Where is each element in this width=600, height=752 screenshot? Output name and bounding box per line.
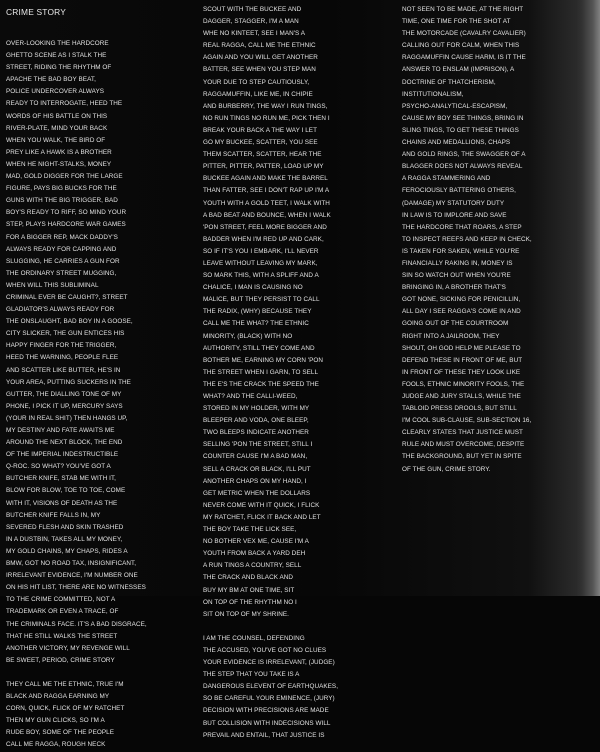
lyric-line: INSTITUTIONALISM,	[402, 90, 464, 98]
lyrics-column-2	[203, 4, 338, 742]
lyric-line: AUTHORITY, STILL THEY COME AND	[203, 344, 315, 352]
lyric-line: CALL ME THE WHAT? THE ETHNIC	[203, 320, 309, 328]
lyric-line: AROUND THE NEXT BLOCK, THE END	[6, 439, 123, 447]
lyric-line: BLOW FOR BLOW, TOE TO TOE, COME	[6, 487, 126, 495]
lyric-line: BLAGGER DOES NOT ALWAYS REVEAL	[402, 163, 523, 171]
lyric-line: NOT SEEN TO BE MADE, AT THE RIGHT	[402, 6, 524, 13]
lyric-line: IN LAW IS TO IMPLORE AND SAVE	[402, 211, 507, 219]
lyric-line: GLADIATOR'S ALWAYS READY FOR	[6, 306, 115, 314]
lyric-line: CALL ME RAGGA, ROUGH NECK	[6, 741, 106, 749]
lyric-line: ON TOP OF THE RHYTHM NO I	[203, 598, 297, 606]
lyric-line: THE ACCUSED, YOU'VE GOT NO CLUES	[203, 646, 327, 654]
lyric-line: CHAINS AND MEDALLIONS, CHAPS	[402, 139, 511, 147]
lyric-line: RIVER-PLATE, MIND YOUR BACK	[6, 124, 108, 132]
lyric-line: HEED THE WARNING, PEOPLE FLEE	[6, 354, 119, 362]
lyric-line: A BAD BEAT AND BOUNCE, WHEN I WALK	[203, 211, 331, 219]
lyric-line: RAGGAMUFFIN CAUSE HARM, IS IT THE	[402, 54, 526, 62]
lyric-line: TO INSPECT REEFS AND KEEP IN CHECK,	[402, 235, 532, 243]
lyric-line: THE STEP THAT YOU TAKE IS A	[203, 671, 300, 679]
lyric-line: GOING OUT OF THE COURTROOM	[402, 320, 509, 328]
lyric-line: ALL DAY I SEE RAGGA'S COME IN AND	[402, 308, 521, 316]
lyric-line: WITH IT, VISIONS OF DEATH AS THE	[6, 499, 118, 507]
lyric-line: Q-ROC. SO WHAT? YOU'VE GOT A	[6, 463, 111, 471]
lyric-line: MAD, GOLD DIGGER FOR THE LARGE	[6, 173, 123, 181]
lyric-line: THE BACKGROUND, BUT YET IN SPITE	[402, 453, 522, 461]
lyric-line: WHEN YOU WALK, THE BIRD OF	[6, 136, 106, 144]
lyric-line: PREY LIKE A HAWK IS A BROTHER	[6, 148, 112, 156]
lyric-line: THE ONSLAUGHT, BAD BOY IN A GOOSE,	[6, 318, 133, 326]
lyric-line: SLING TINGS, TO GET THESE THINGS	[402, 126, 519, 134]
booklet-fold-shadow	[582, 0, 600, 596]
lyric-line: OF THE IMPERIAL INDESTRUCTIBLE	[6, 451, 119, 459]
lyric-line: BATTER, SEE WHEN YOU STEP MAN	[203, 66, 316, 74]
lyric-line: THE MOTORCADE (CAVALRY CAVALIER)	[402, 30, 526, 38]
lyric-line: IN A DUSTBIN, TAKES ALL MY MONEY,	[6, 535, 123, 543]
lyric-line: BOTHER ME, EARNING MY CORN 'PON	[203, 356, 324, 364]
lyric-line: MY GOLD CHAINS, MY CHAPS, RIDES A	[6, 547, 128, 555]
lyric-line: JUDGE AND JURY STALLS, WHILE THE	[402, 393, 521, 400]
lyric-line: CITY SLICKER, THE GUN ENTICES HIS	[6, 330, 125, 338]
lyric-line: FIGURE, PAYS BIG BUCKS FOR THE	[6, 185, 117, 193]
lyric-line: TO THE CRIME COMMITTED, NOT A	[6, 596, 116, 604]
lyric-line: IRRELEVANT EVIDENCE, I'M NUMBER ONE	[6, 572, 138, 580]
lyric-line: DANGEROUS ELEVENT OF EARTHQUAKES,	[203, 683, 339, 691]
lyric-line: RIGHT INTO A JAILROOM, THEY	[402, 332, 500, 340]
lyric-line: THEN MY GUN CLICKS, SO I'M A	[6, 717, 105, 725]
lyric-line: MALICE, BUT THEY PERSIST TO CALL	[203, 296, 320, 304]
lyric-line: LEAVE WITHOUT LEAVING MY MARK,	[203, 259, 318, 267]
lyric-line: ALWAYS READY FOR CAPPING AND	[6, 245, 117, 253]
lyric-line: A RUN TINGS A COUNTRY, SELL	[203, 562, 302, 570]
lyric-line: BRINGING IN, A BROTHER THAT'S	[402, 284, 506, 292]
lyric-line: BOY'S READY TO RIFF, SO MIND YOUR	[6, 209, 127, 217]
lyric-line: POLICE UNDERCOVER ALWAYS	[6, 88, 105, 96]
lyric-line: FEROCIOUSLY BATTERING OTHERS,	[402, 187, 516, 195]
lyric-line: ON HIS HIT LIST, THERE ARE NO WITNESSES	[6, 584, 146, 592]
lyric-line: YOUTH FROM BACK A YARD DEH	[203, 550, 306, 558]
lyric-line: I AM THE COUNSEL, DEFENDING	[203, 634, 305, 642]
lyric-line: THE RADIX, (WHY) BECAUSE THEY	[203, 308, 312, 316]
lyric-line: STEP, PLAYS HARDCORE WAR GAMES	[6, 221, 126, 229]
lyric-line: REAL RAGGA, CALL ME THE ETHNIC	[203, 42, 316, 50]
lyric-line: CALLING OUT FOR CALM, WHEN THIS	[402, 42, 520, 50]
lyric-line: WORDS OF HIS BATTLE ON THIS	[6, 112, 108, 120]
lyric-line: PHONE, I PICK IT UP, MERCURY SAYS	[6, 402, 123, 410]
lyric-line: SO BE CAREFUL YOUR EMINENCE, (JURY)	[203, 695, 335, 703]
lyric-line: THAN FATTER, SEE I DON'T RAP UP I'M A	[203, 187, 330, 195]
lyric-line: BLEEPER AND VODA, ONE BLEEP,	[203, 417, 309, 425]
lyric-line: TWO BLEEPS INDICATE ANOTHER	[203, 429, 309, 437]
lyric-line: PSYCHO-ANALYTICAL-ESCAPISM,	[402, 102, 508, 110]
lyric-line: ANSWER TO ENSLAM (IMPRISON), A	[402, 66, 515, 74]
lyric-line: ANOTHER CHAPS ON MY HAND, I	[203, 477, 307, 485]
lyric-line: READY TO INTERROGATE, HEED THE	[6, 100, 123, 108]
lyric-line: IN FRONT OF THESE THEY LOOK LIKE	[402, 368, 521, 376]
lyric-line: A RAGGA STAMMERING AND	[402, 175, 491, 183]
lyric-line: CORN, QUICK, FLICK OF MY RATCHET	[6, 705, 125, 713]
lyric-line: WHE NO KINTEET, SEE I MAN'S A	[203, 30, 306, 38]
lyric-line: DECISION WITH PRECISIONS ARE MADE	[203, 707, 329, 715]
lyric-line: SIT ON TOP OF MY SHRINE.	[203, 610, 289, 618]
lyric-line: YOUTH WITH A GOLD TEET, I WALK WITH	[203, 199, 330, 207]
lyric-line: BUCKEE AGAIN AND MAKE THE BARREL	[203, 175, 328, 183]
lyric-line: TIME, ONE TIME FOR THE SHOT AT	[402, 18, 511, 26]
lyric-line: GOT NONE, SICKING FOR PENICILLIN,	[402, 296, 521, 304]
lyric-line: (YOUR IN REAL SHIT) THEN HANGS UP,	[6, 414, 128, 422]
lyric-line: THE ORDINARY STREET MUGGING,	[6, 269, 117, 277]
lyrics-column-3	[402, 4, 532, 476]
lyric-line: GET METRIC WHEN THE DOLLARS	[203, 489, 311, 497]
lyric-line: THAT HE STILL WALKS THE STREET	[6, 632, 118, 640]
lyric-line: MY DESTINY AND FATE AWAITS ME	[6, 427, 115, 434]
lyric-line: STORED IN MY HOLDER, WITH MY	[203, 405, 310, 413]
lyric-line: COUNTER CAUSE I'M A BAD MAN,	[203, 453, 308, 461]
lyric-line: RULE AND MUST OVERCOME, DESPITE	[402, 441, 525, 449]
lyric-line: THE HARDCORE THAT ROARS, A STEP	[402, 223, 522, 231]
lyric-line: HAPPY FINGER FOR THE TRIGGER,	[6, 342, 117, 350]
lyric-line: THE CRACK AND BLACK AND	[203, 574, 293, 582]
lyric-line: SEVERED FLESH AND SKIN TRASHED	[6, 523, 124, 531]
lyric-line: GUTTER, THE DIALLING TONE OF MY	[6, 390, 122, 398]
lyric-line: AND SCATTER LIKE BUTTER, HE'S IN	[6, 366, 121, 374]
lyric-line: 'PON STREET, FEEL MORE BIGGER AND	[203, 223, 327, 231]
lyric-line: I'M COOL SUB-CLAUSE, SUB-SECTION 16,	[402, 417, 532, 425]
lyric-line: SIN SO WATCH OUT WHEN YOU'RE	[402, 272, 511, 280]
lyric-line: DOCTRINE OF THATCHERISM,	[402, 78, 496, 86]
lyric-line: WHEN HE NIGHT-STALKS, MONEY	[6, 160, 112, 168]
lyric-line: NEVER COME WITH IT QUICK, I FLICK	[203, 501, 320, 509]
lyric-line: SO IF IT'S YOU I EMBARK, I'LL NEVER	[203, 247, 319, 255]
lyric-line: THE CRIMINALS FACE. IT'S A BAD DISGRACE,	[6, 620, 147, 628]
lyric-line: DAGGER, STAGGER, I'M A MAN	[203, 18, 299, 26]
lyric-line: NO RUN TINGS NO RUN ME, PICK THEN I	[203, 114, 330, 122]
lyric-line: IS TAKEN FOR SAKEN, WHILE YOU'RE	[402, 247, 520, 255]
stanza-gap	[203, 621, 338, 633]
lyric-line: ANOTHER VICTORY, MY REVENGE WILL	[6, 644, 130, 652]
lyric-line: THE BOY TAKE THE LICK SEE,	[203, 526, 297, 534]
page-title: CRIME STORY	[6, 7, 67, 17]
lyric-line: (DAMAGE) MY STATUTORY DUTY	[402, 199, 505, 207]
lyric-line: CHALICE, I MAN IS CAUSING NO	[203, 284, 303, 292]
lyric-line: FOR A BIGGER REP, MACK DADDY'S	[6, 233, 118, 241]
lyric-line: AND BURBERRY, THE WAY I RUN TINGS,	[203, 102, 328, 110]
stanza-gap	[6, 667, 147, 679]
lyric-line: BUTCHER KNIFE, STAB ME WITH IT,	[6, 475, 116, 483]
lyric-line: NO BOTHER VEX ME, CAUSE I'M A	[203, 538, 309, 546]
lyric-line: PITTER, PITTER, PATTER, LOAD UP MY	[203, 163, 324, 171]
lyric-line: GHETTO SCENE AS I STALK THE	[6, 52, 107, 60]
lyric-line: WHEN WILL THIS SUBLIMINAL	[6, 281, 99, 289]
lyric-line: PREVAIL AND ENTAIL, THAT JUSTICE IS	[203, 731, 325, 739]
lyric-line: SO MARK THIS, WITH A SPLIFF AND A	[203, 272, 319, 280]
lyric-line: TRADEMARK OR EVEN A TRACE, OF	[6, 608, 119, 616]
lyric-line: THEY CALL ME THE ETHNIC, TRUE I'M	[6, 680, 124, 688]
lyric-line: CLEARLY STATES THAT JUSTICE MUST	[402, 429, 523, 437]
lyric-line: CRIMINAL EVER BE CAUGHT?, STREET	[6, 293, 128, 301]
lyric-line: FINANCIALLY RAKING IN, MONEY IS	[402, 259, 513, 267]
lyric-line: AGAIN AND YOU WILL GET ANOTHER	[203, 54, 318, 62]
lyric-line: SHOUT, OH GOD HELP ME PLEASE TO	[402, 344, 521, 352]
lyric-line: BMW, GOT NO ROAD TAX, INSIGNIFICANT,	[6, 560, 137, 568]
lyric-line: OVER-LOOKING THE HARDCORE	[6, 40, 109, 47]
lyric-line: BUY MY BM AT ONE TIME, SIT	[203, 586, 295, 594]
lyric-line: SLUGGING, HE CARRIES A GUN FOR	[6, 257, 120, 265]
lyric-line: YOUR AREA, PUTTING SUCKERS IN THE	[6, 378, 131, 386]
lyric-line: BUT COLLISION WITH INDECISIONS WILL	[203, 719, 331, 727]
lyric-line: DEFEND THESE IN FRONT OF ME, BUT	[402, 356, 523, 364]
lyric-line: FOOLS, ETHNIC MINORITY FOOLS, THE	[402, 380, 525, 388]
lyric-line: AND GOLD RINGS, THE SWAGGER OF A	[402, 151, 526, 159]
lyric-line: YOUR EVIDENCE IS IRRELEVANT, (JUDGE)	[203, 659, 335, 667]
lyric-line: MY RATCHET, FLICK IT BACK AND LET	[203, 513, 321, 521]
lyric-line: YOUR DUE TO STEP CAUTIOUSLY,	[203, 78, 310, 86]
lyric-line: THE E'S THE CRACK THE SPEED THE	[203, 380, 319, 388]
lyric-line: BREAK YOUR BACK A THE WAY I LET	[203, 126, 318, 134]
lyric-line: BUTCHER KNIFE FALLS IN, MY	[6, 511, 101, 519]
lyric-line: OF THE GUN, CRIME STORY.	[402, 465, 491, 473]
lyric-line: TABLOID PRESS DROOLS, BUT STILL	[402, 405, 517, 413]
lyric-line: BLACK AND RAGGA EARNING MY	[6, 693, 110, 701]
lyric-line: RAGGAMUFFIN, LIKE ME, IN CHIPIE	[203, 90, 313, 98]
lyric-line: SCOUT WITH THE BUCKEE AND	[203, 6, 302, 13]
lyric-line: THE STREET WHEN I GARN, TO SELL	[203, 368, 319, 376]
lyric-line: SELLING 'PON THE STREET, STILL I	[203, 441, 313, 449]
lyric-line: RUDE BOY, SOME OF THE PEOPLE	[6, 729, 114, 737]
lyric-line: GO MY BUCKEE, SCATTER, YOU SEE	[203, 139, 318, 147]
lyrics-column-1	[6, 38, 147, 752]
lyric-line: GUNS WITH THE BIG TRIGGER, BAD	[6, 197, 118, 205]
lyric-line: BADDER WHEN I'M RED UP AND CARK,	[203, 235, 324, 243]
lyric-line: APACHE THE BAD BOY BEAT,	[6, 76, 96, 84]
lyric-line: WHAT? AND THE CALLI-WEED,	[203, 393, 298, 400]
lyric-line: MINORITY, (BLACK) WITH NO	[203, 332, 293, 340]
lyric-line: BE SWEET, PERIOD, CRIME STORY	[6, 656, 115, 664]
lyric-line: CAUSE MY BOY SEE THINGS, BRING IN	[402, 114, 524, 122]
lyric-line: SELL A CRACK OR BLACK, I'LL PUT	[203, 465, 311, 473]
lyric-line: THEM SCATTER, SCATTER, HEAR THE	[203, 151, 322, 159]
lyric-line: STREET, RIDING THE RHYTHM OF	[6, 64, 112, 72]
